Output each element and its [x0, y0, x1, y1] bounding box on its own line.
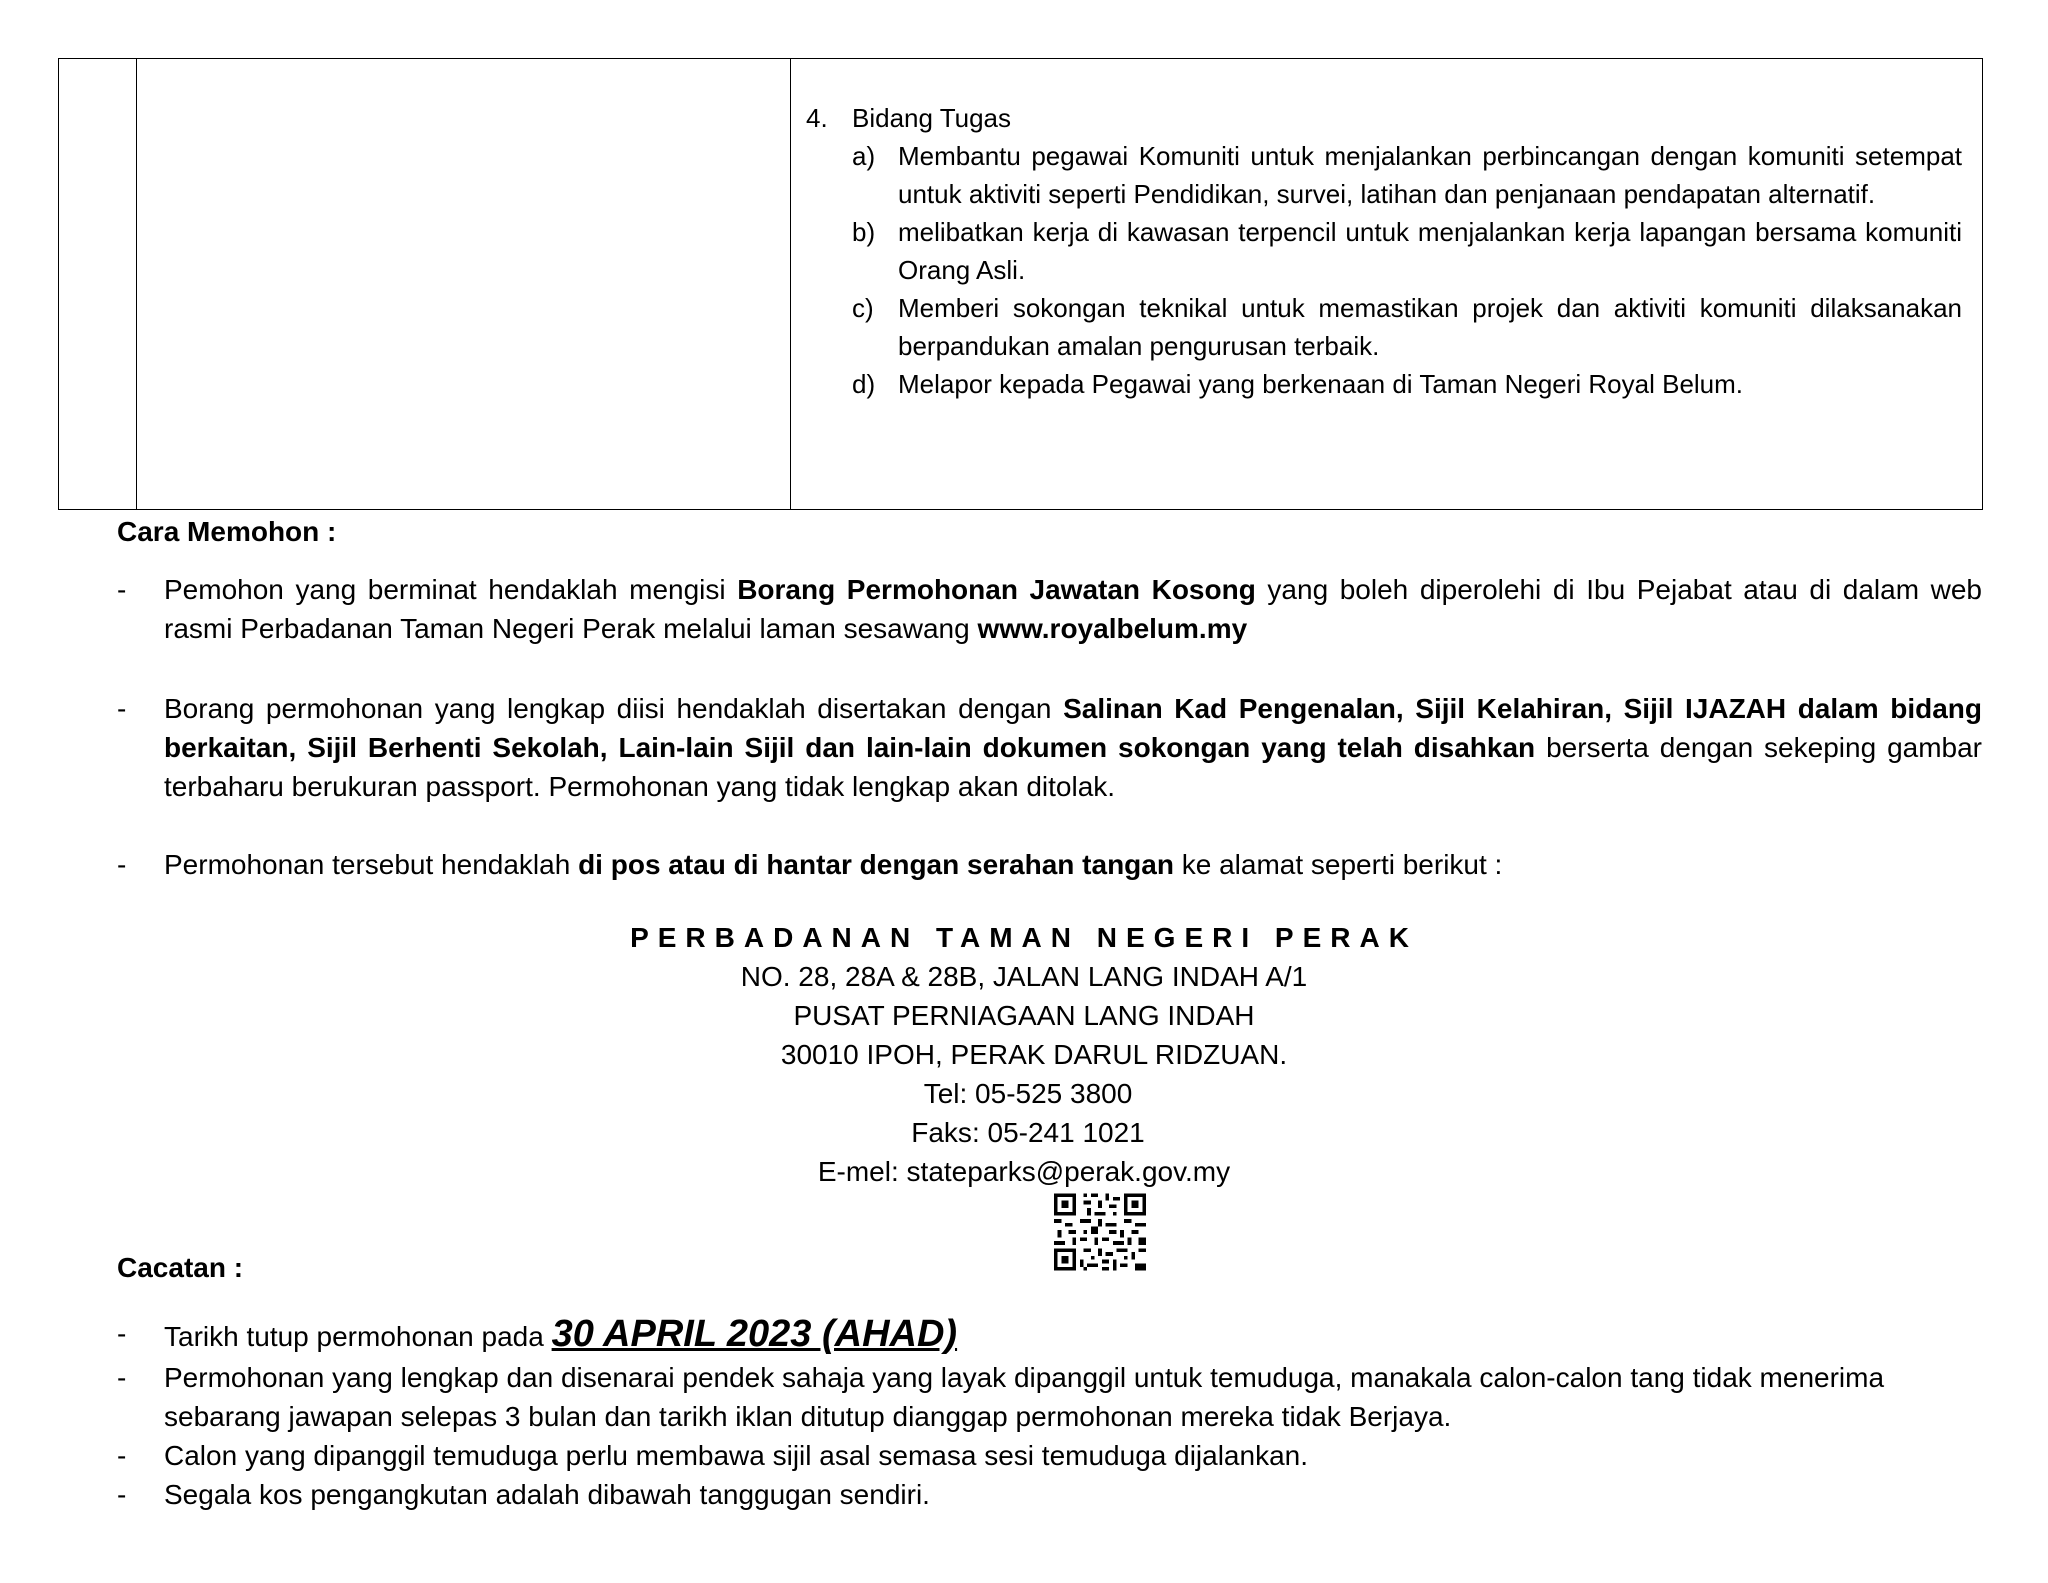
fax-line [0, 1113, 2048, 1152]
email-label: E-mel [817, 1156, 891, 1187]
note-item-2 [117, 1358, 1982, 1436]
text-run: Pemohon yang berminat hendaklah mengisi [164, 574, 738, 605]
bullet-text: Segala kos pengangkutan adalah dibawah tanggugan sendiri. [164, 1479, 930, 1510]
closing-date: 30 APRIL 2023 (AHAD) [551, 1313, 958, 1355]
required-documents: Salinan Kad Pengenalan, Sijil Kelahiran, Sijil IJAZAH dalam bidang berkaitan, Sijil Berhenti Sekolah, Lain-lain Sijil dan lain-lain dokumen sokongan yang telah disahkan [164, 693, 1982, 763]
duty-item-label: a) [852, 141, 876, 171]
duty-item [852, 137, 1962, 213]
text-run: berserta dengan sekeping gambar terbaharu berukuran passport. Permohonan yang tidak lengkap akan ditolak. [164, 732, 1983, 802]
table-divider [790, 59, 791, 509]
bullet-dash: - [117, 693, 127, 724]
bullet-dash: - [117, 574, 127, 605]
qr-code-icon [1054, 1193, 1146, 1271]
duty-item-text: melibatkan kerja di kawasan terpencil untuk menjalankan kerja lapangan bersama komuniti Orang Asli. [898, 217, 1962, 285]
duties-heading-number: 4. [806, 103, 828, 133]
tel-line [0, 1074, 2048, 1113]
bullet-dash: - [117, 1440, 127, 1471]
text-run: Borang permohonan yang lengkap diisi hendaklah disertakan dengan [164, 693, 1064, 724]
apply-bullet-2 [117, 689, 1982, 806]
duty-item [852, 289, 1962, 365]
address-line: 30010 IPOH, PERAK DARUL RIDZUAN. [780, 1039, 1288, 1070]
text-run: Permohonan tersebut hendaklah [164, 849, 579, 880]
duties-table [58, 58, 1983, 510]
duty-item-label: b) [852, 217, 876, 247]
tel-label: Tel [923, 1078, 960, 1109]
address-block [0, 918, 2048, 1191]
note-item-3 [117, 1436, 1982, 1475]
duties-cell [806, 99, 1962, 403]
text-run: yang boleh diperolehi di Ibu Pejabat atau di dalam web rasmi Perbadanan Taman Negeri Perak melalui laman sesawang [164, 574, 1983, 644]
duty-item-label: d) [852, 369, 876, 399]
apply-bullet-1 [117, 570, 1982, 648]
text-run: ke alamat seperti berikut : [1173, 849, 1503, 880]
bullet-dash: - [117, 1318, 127, 1349]
fax-value: : 05-241 1021 [971, 1117, 1145, 1148]
duty-item-text: Melapor kepada Pegawai yang berkenaan di Taman Negeri Royal Belum. [898, 369, 1744, 399]
address-line: NO. 28, 28A & 28B, JALAN LANG INDAH A/1 [740, 961, 1308, 992]
bullet-text [164, 570, 1982, 648]
bullet-text [164, 689, 1982, 806]
email-line [0, 1152, 2048, 1191]
duty-item-text: Memberi sokongan teknikal untuk memastikan projek dan aktiviti komuniti dilaksanakan berpandukan amalan pengurusan terbaik. [898, 293, 1962, 361]
tel-value: : 05-525 3800 [959, 1078, 1133, 1109]
duty-item-text: Membantu pegawai Komuniti untuk menjalankan perbincangan dengan komuniti setempat untuk aktiviti seperti Pendidikan, survei, latihan dan penjanaan pendapatan alternatif. [898, 141, 1962, 209]
bullet-text: Permohonan yang lengkap dan disenarai pendek sahaja yang layak dipanggil untuk temuduga, manakala calon-calon tang tidak menerima sebarang jawapan selepas 3 bulan dan tarikh iklan ditutup dianggap permohonan mereka tidak Berjaya. [164, 1362, 1885, 1432]
bullet-dash: - [117, 849, 127, 880]
text-run: Tarikh tutup permohonan pada [164, 1321, 552, 1352]
submission-method: di pos atau di hantar dengan serahan tangan [578, 849, 1174, 880]
note-item-1 [117, 1312, 1982, 1359]
bullet-text: Calon yang dipanggil temuduga perlu membawa sijil asal semasa sesi temuduga dijalankan. [164, 1440, 1308, 1471]
duty-item [852, 213, 1962, 289]
duties-heading-text: Bidang Tugas [852, 103, 1012, 133]
duty-item-label: c) [852, 293, 874, 323]
form-name: Borang Permohonan Jawatan Kosong [737, 574, 1256, 605]
table-divider [136, 59, 137, 509]
note-item-4 [117, 1475, 1982, 1514]
apply-section-title: Cara Memohon : [117, 516, 337, 547]
bullet-dash: - [117, 1479, 127, 1510]
duties-heading [806, 99, 1962, 137]
email-value[interactable]: : stateparks@perak.gov.my [890, 1156, 1231, 1187]
apply-bullet-3 [117, 845, 1982, 884]
duty-item [852, 365, 1962, 403]
bullet-text [164, 1312, 1982, 1359]
bullet-text [164, 845, 1982, 884]
fax-label: Faks [911, 1117, 972, 1148]
organization-name: PERBADANAN TAMAN NEGERI PERAK [630, 922, 1418, 953]
website-link[interactable]: www.royalbelum.my [977, 613, 1248, 644]
address-line: PUSAT PERNIAGAAN LANG INDAH [793, 1000, 1255, 1031]
bullet-dash: - [117, 1362, 127, 1393]
notes-section-title: Cacatan : [117, 1252, 244, 1283]
